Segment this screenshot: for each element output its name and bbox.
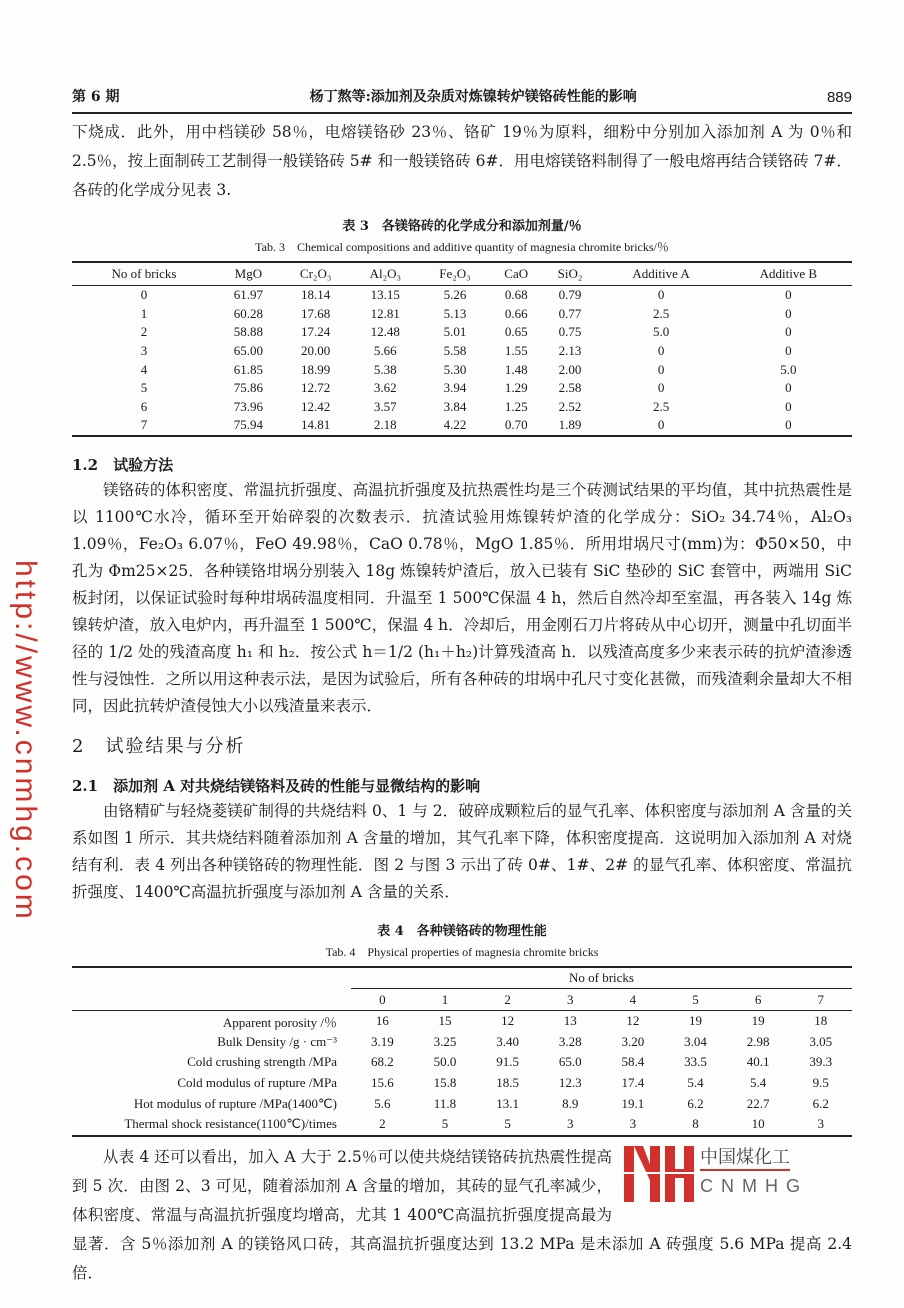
- table3-cell: 0.79: [558, 287, 582, 303]
- table3-cell: 5.13: [443, 305, 467, 321]
- table3-cell: 65.00: [233, 343, 264, 359]
- table3-cell: 5.58: [443, 343, 467, 359]
- section-1-2-heading: 1.2 试验方法: [72, 455, 174, 474]
- table3-cell: 14.81: [301, 417, 331, 433]
- table3-row: [72, 323, 852, 342]
- table4-cell: 5: [441, 1116, 449, 1132]
- table4-cell: 3: [566, 1116, 574, 1132]
- table4-column-header: 7: [817, 991, 824, 1007]
- table4-cell: 3.05: [809, 1033, 833, 1049]
- table3-cell: 5.0: [652, 324, 670, 340]
- table4-cell: 5.4: [687, 1075, 704, 1091]
- table4-row-label: Cold modulus of rupture /MPa: [177, 1075, 337, 1091]
- table4-cell: 22.7: [746, 1095, 770, 1111]
- table3-cell: 61.97: [233, 287, 264, 303]
- table3-cell: 0.75: [558, 324, 582, 340]
- table3-cell: 1.25: [504, 398, 528, 414]
- table3-cell: 3.57: [373, 398, 397, 414]
- table4: [72, 966, 852, 1137]
- table4-group-header: No of bricks: [351, 967, 852, 989]
- cnmhg-logo: [622, 1145, 852, 1203]
- table3-column-header: Additive B: [725, 262, 852, 286]
- table3-cell: 12.81: [370, 305, 400, 321]
- table4-cell: 40.1: [746, 1054, 770, 1070]
- table4-cell: 3.28: [558, 1033, 582, 1049]
- table3-cell: 4: [140, 361, 148, 377]
- table3-cell: 12.48: [370, 324, 400, 340]
- table4-cell: 16: [375, 1013, 389, 1029]
- issue-number: 第 6 期: [72, 89, 120, 105]
- logo-name-zh: 中国煤化工: [700, 1147, 790, 1171]
- table3-cell: 0: [785, 380, 792, 396]
- section-2-1-heading: 2.1 添加剂 A 对共烧结镁铬料及砖的性能与显微结构的影响: [72, 776, 481, 795]
- table4-cell: 3.40: [496, 1033, 519, 1049]
- table4-row-label: Hot modulus of rupture /MPa(1400℃): [133, 1095, 337, 1111]
- final-section: [72, 1143, 852, 1288]
- table3-cell: 61.85: [233, 361, 264, 377]
- mh-logo-mark-icon: [622, 1145, 696, 1203]
- table3-cell: 4.22: [443, 417, 467, 433]
- table4-cell: 9.5: [812, 1075, 829, 1091]
- table3-cell: 12.72: [301, 380, 331, 396]
- table3-cell: 5.66: [373, 343, 397, 359]
- table3-cell: 0: [657, 380, 665, 396]
- table3-cell: 2: [140, 324, 148, 340]
- table4-cell: 3: [817, 1116, 824, 1132]
- table4-cell: 13.1: [496, 1095, 519, 1111]
- table4-cell: 3.04: [684, 1033, 707, 1049]
- table4-cell: 15: [438, 1013, 452, 1029]
- table3-column-header: Al₂O₃: [350, 262, 420, 286]
- table3-cell: 0: [657, 287, 665, 303]
- table3-cell: 2.13: [558, 343, 582, 359]
- table3-cell: 0: [785, 398, 792, 414]
- table4-caption-zh: 表 4 各种镁铬砖的物理性能: [377, 923, 547, 939]
- table3-cell: 0: [140, 287, 148, 303]
- table4-cell: 2: [379, 1116, 386, 1132]
- table4-row-label: Thermal shock resistance(1100℃)/times: [124, 1116, 337, 1132]
- table4-cell: 58.4: [621, 1054, 645, 1070]
- table4-cell: 6.2: [812, 1095, 829, 1111]
- section-2-heading: 2 试验结果与分析: [72, 735, 246, 757]
- table4-row-label: Apparent porosity /％: [222, 1014, 337, 1030]
- table3-cell: 2.5: [652, 305, 670, 321]
- table3-cell: 2.58: [558, 380, 582, 396]
- table3-cell: 5.0: [780, 361, 797, 377]
- table3-cell: 0.66: [504, 305, 528, 321]
- running-title: 杨丁熬等:添加剂及杂质对炼镍转炉镁铬砖性能的影响: [309, 89, 637, 105]
- table4-row-label: Cold crushing strength /MPa: [187, 1054, 337, 1070]
- table3-cell: 18.14: [301, 287, 331, 303]
- table4-row-label: Bulk Density /g · cm⁻³: [217, 1033, 337, 1049]
- table3-row: [72, 305, 852, 324]
- table4-column-header: 6: [754, 991, 762, 1007]
- table4-cell: 2.98: [746, 1033, 770, 1049]
- page-number: 889: [826, 89, 852, 106]
- table3-cell: 1: [140, 305, 148, 321]
- table4-cell: 3.25: [433, 1033, 457, 1049]
- table4-cell: 19: [751, 1013, 765, 1029]
- intro-paragraph: 下烧成．此外，用中档镁砂 58％，电熔镁铬砂 23％、铬矿 19％为原料，细粉中分别加入添加剂 A 为 0％和 2.5％，按上面制砖工艺制得一般镁铬砖 5# 和一般镁铬砖 6#．用电熔镁铬料制得了一般电熔再结合镁铬砖 7#．各砖的化学成分见表 3.: [72, 123, 852, 199]
- table3-cell: 0.70: [504, 417, 528, 433]
- table3-cell: 2.00: [558, 361, 582, 377]
- table4-cell: 50.0: [433, 1054, 457, 1070]
- table3-cell: 5.30: [443, 361, 467, 377]
- table3-column-header: Fe₂O₃: [420, 262, 490, 286]
- table4-cell: 3.19: [370, 1033, 394, 1049]
- table3-cell: 3.62: [373, 380, 397, 396]
- table4-cell: 15.6: [370, 1075, 394, 1091]
- table3-cell: 0.65: [504, 324, 528, 340]
- logo-name-en: CNMHG: [700, 1175, 808, 1196]
- table4-row: [72, 1114, 852, 1136]
- table3-caption-zh: 表 3 各镁铬砖的化学成分和添加剂量/％: [342, 219, 582, 234]
- table4-cell: 13: [563, 1013, 577, 1029]
- table4-column-row: [72, 989, 852, 1011]
- table3-row: [72, 360, 852, 379]
- table3-column-header: CaO: [490, 262, 543, 286]
- table3-cell: 2.5: [652, 398, 670, 414]
- table3-row: [72, 286, 852, 305]
- table3-cell: 1.48: [504, 361, 528, 377]
- table4-cell: 33.5: [684, 1054, 707, 1070]
- table3-row: [72, 416, 852, 436]
- table4-cell: 91.5: [496, 1054, 519, 1070]
- table4-group-row: [72, 967, 852, 989]
- table4-cell: 5.4: [749, 1075, 767, 1091]
- table3-header-row: [72, 262, 852, 286]
- table4-cell: 68.2: [370, 1054, 394, 1070]
- table3-column-header: Additive A: [597, 262, 724, 286]
- table4-cell: 12.3: [558, 1075, 582, 1091]
- table3-caption-en: Tab. 3 Chemical compositions and additive quantity of magnesia chromite bricks/％: [255, 240, 669, 254]
- table3-row: [72, 379, 852, 398]
- watermark-url: http://www.cnmhg.com: [9, 560, 42, 922]
- table4-caption-en: Tab. 4 Physical properties of magnesia chromite bricks: [325, 944, 599, 959]
- table4-column-header: 0: [379, 991, 386, 1007]
- table3-cell: 58.88: [233, 324, 264, 340]
- table3-column-header: No of bricks: [72, 262, 216, 286]
- table4-cell: 19.1: [621, 1095, 645, 1111]
- table3-cell: 0: [657, 343, 665, 359]
- table4-cell: 3.20: [621, 1033, 645, 1049]
- table3-cell: 3.94: [443, 380, 467, 396]
- table4-cell: 8.9: [562, 1095, 579, 1111]
- table3-cell: 1.29: [504, 380, 528, 396]
- table4-cell: 12: [501, 1013, 515, 1029]
- paper-page: [72, 0, 852, 1308]
- table3-row: [72, 342, 852, 361]
- table3-cell: 0: [657, 361, 665, 377]
- table4-row: [72, 1032, 852, 1053]
- table4-cell: 18.5: [496, 1075, 519, 1091]
- table3-cell: 0: [785, 324, 792, 340]
- table4-cell: 11.8: [433, 1095, 457, 1111]
- table3-column-header: Cr₂O₃: [281, 262, 351, 286]
- table4-cell: 10: [751, 1116, 765, 1132]
- table3-cell: 18.99: [301, 361, 331, 377]
- table4-cell: 5.6: [374, 1095, 391, 1111]
- running-header: [72, 86, 852, 114]
- table3-cell: 13.15: [370, 287, 400, 303]
- table3-column-header: MgO: [216, 262, 281, 286]
- table3-cell: 17.24: [301, 324, 331, 340]
- table3-cell: 75.86: [233, 380, 264, 396]
- table4-cell: 15.8: [433, 1075, 457, 1091]
- section-1-2-text: 镁铬砖的体积密度、常温抗折强度、高温抗折强度及抗热震性均是三个砖测试结果的平均值，其中抗热震性是以 1100℃水冷，循环至开始碎裂的次数表示．抗渣试验用炼镍转炉渣的化学成分：SiO₂ 34.74％，Al₂O₃ 1.09％，Fe₂O₃ 6.07％，FeO 49.98％，CaO 0.78％，MgO 1.85％．所用坩埚尺寸(mm)为：Φ50×50，中孔为 Φm25×25．各种镁铬坩埚分别装入 18g 炼镍转炉渣后，放入已装有 SiC 垫砂的 SiC 套管中，两端用 SiC 板封闭，以保证试验时每种坩埚砖温度相同．升温至 1 500℃保温 4 h，然后自然冷却至室温，再各装入 14g 炼镍转炉渣，放入电炉内，再升温至 1 500℃，保温 4 h．冷却后，用金刚石刀片将砖从中心切开，测量中孔切面半径的 1/2 处的残渣高度 h₁ 和 h₂．按公式 h＝1/2 (h₁＋h₂)计算残渣高 h．以残渣高度多少来表示砖的抗炉渣渗透性与浸蚀性．之所以用这种表示法，是因为试验后，所有各种砖的坩埚中孔尺寸变化甚微，而残渣剩余量却大不相同，因此抗转炉渣侵蚀大小以残渣量来表示．: [72, 480, 852, 715]
- table4-column-header: 3: [566, 991, 574, 1007]
- table3-cell: 20.00: [301, 343, 331, 359]
- table4-column-header: 1: [441, 991, 449, 1007]
- table4-cell: 17.4: [621, 1075, 645, 1091]
- table3-cell: 0: [785, 287, 792, 303]
- table4-column-header: 5: [692, 991, 699, 1007]
- table4-cell: 8: [692, 1116, 699, 1132]
- table4-cell: 6.2: [687, 1095, 704, 1111]
- table4-cell: 19: [688, 1013, 702, 1029]
- table3-cell: 6: [140, 398, 148, 414]
- table3-cell: 75.94: [233, 417, 264, 433]
- table3-cell: 0: [657, 417, 665, 433]
- table3-cell: 60.28: [233, 305, 264, 321]
- table3-cell: 17.68: [301, 305, 331, 321]
- table3-cell: 5.38: [373, 361, 397, 377]
- table4-cell: 5: [504, 1116, 511, 1132]
- table4-column-header: 2: [504, 991, 511, 1007]
- table3-cell: 12.42: [301, 398, 331, 414]
- table4-row: [72, 1093, 852, 1114]
- table4-column-header: 4: [629, 991, 637, 1007]
- table4-cell: 12: [626, 1013, 640, 1029]
- table4-row: [72, 1073, 852, 1094]
- table3-cell: 7: [140, 417, 148, 433]
- table3-cell: 3: [140, 343, 148, 359]
- table3-cell: 3.84: [443, 398, 467, 414]
- table3-cell: 0: [785, 305, 792, 321]
- table3-cell: 73.96: [233, 398, 264, 414]
- table3-row: [72, 398, 852, 417]
- table3-cell: 0: [785, 343, 792, 359]
- table3-cell: 0.68: [504, 287, 528, 303]
- section-2-1-text: 由铬精矿与轻烧菱镁矿制得的共烧结料 0、1 与 2．破碎成颗粒后的显气孔率、体积密度与添加剂 A 含量的关系如图 1 所示．其共烧结料随着添加剂 A 含量的增加，其气孔率下降，体积密度提高．这说明加入添加剂 A 对烧结有利．表 4 列出各种镁铬砖的物理性能．图 2 与图 3 示出了砖 0#、1#、2# 的显气孔率、体积密度、常温抗折强度、1400℃高温抗折强度与添加剂 A 含量的关系．: [72, 801, 852, 901]
- table3: [72, 261, 852, 437]
- table3-cell: 2.52: [558, 398, 582, 414]
- table4-row: [72, 1052, 852, 1073]
- table3-cell: 0.77: [558, 305, 582, 321]
- table4-cell: 18: [814, 1013, 828, 1029]
- table3-cell: 1.89: [558, 417, 582, 433]
- table4-cell: 65.0: [558, 1054, 582, 1070]
- table3-cell: 0: [785, 417, 792, 433]
- final-paragraph: 从表 4 还可以看出，加入 A 大于 2.5％可以使共烧结镁铬砖抗热震性提高到 5 次．由图 2、3 可见，随着添加剂 A 含量的增加，其砖的显气孔率减少，体积密度、常温与高温抗折强度均增高，尤其 1 400℃高温抗折强度提高最为显著．含 5％添加剂 A 的镁铬风口砖，其高温抗折强度达到 13.2 MPa 是未添加 A 砖强度 5.6 MPa 提高 2.4 倍．: [72, 1147, 852, 1282]
- table4-row: [72, 1010, 852, 1031]
- table4-cell: 39.3: [809, 1054, 833, 1070]
- table3-cell: 1.55: [504, 343, 528, 359]
- table3-cell: 2.18: [373, 417, 397, 433]
- table3-cell: 5: [140, 380, 148, 396]
- table4-cell: 3: [629, 1116, 637, 1132]
- table3-cell: 5.26: [443, 287, 467, 303]
- table3-cell: 5.01: [443, 324, 467, 340]
- table3-column-header: SiO₂: [543, 262, 598, 286]
